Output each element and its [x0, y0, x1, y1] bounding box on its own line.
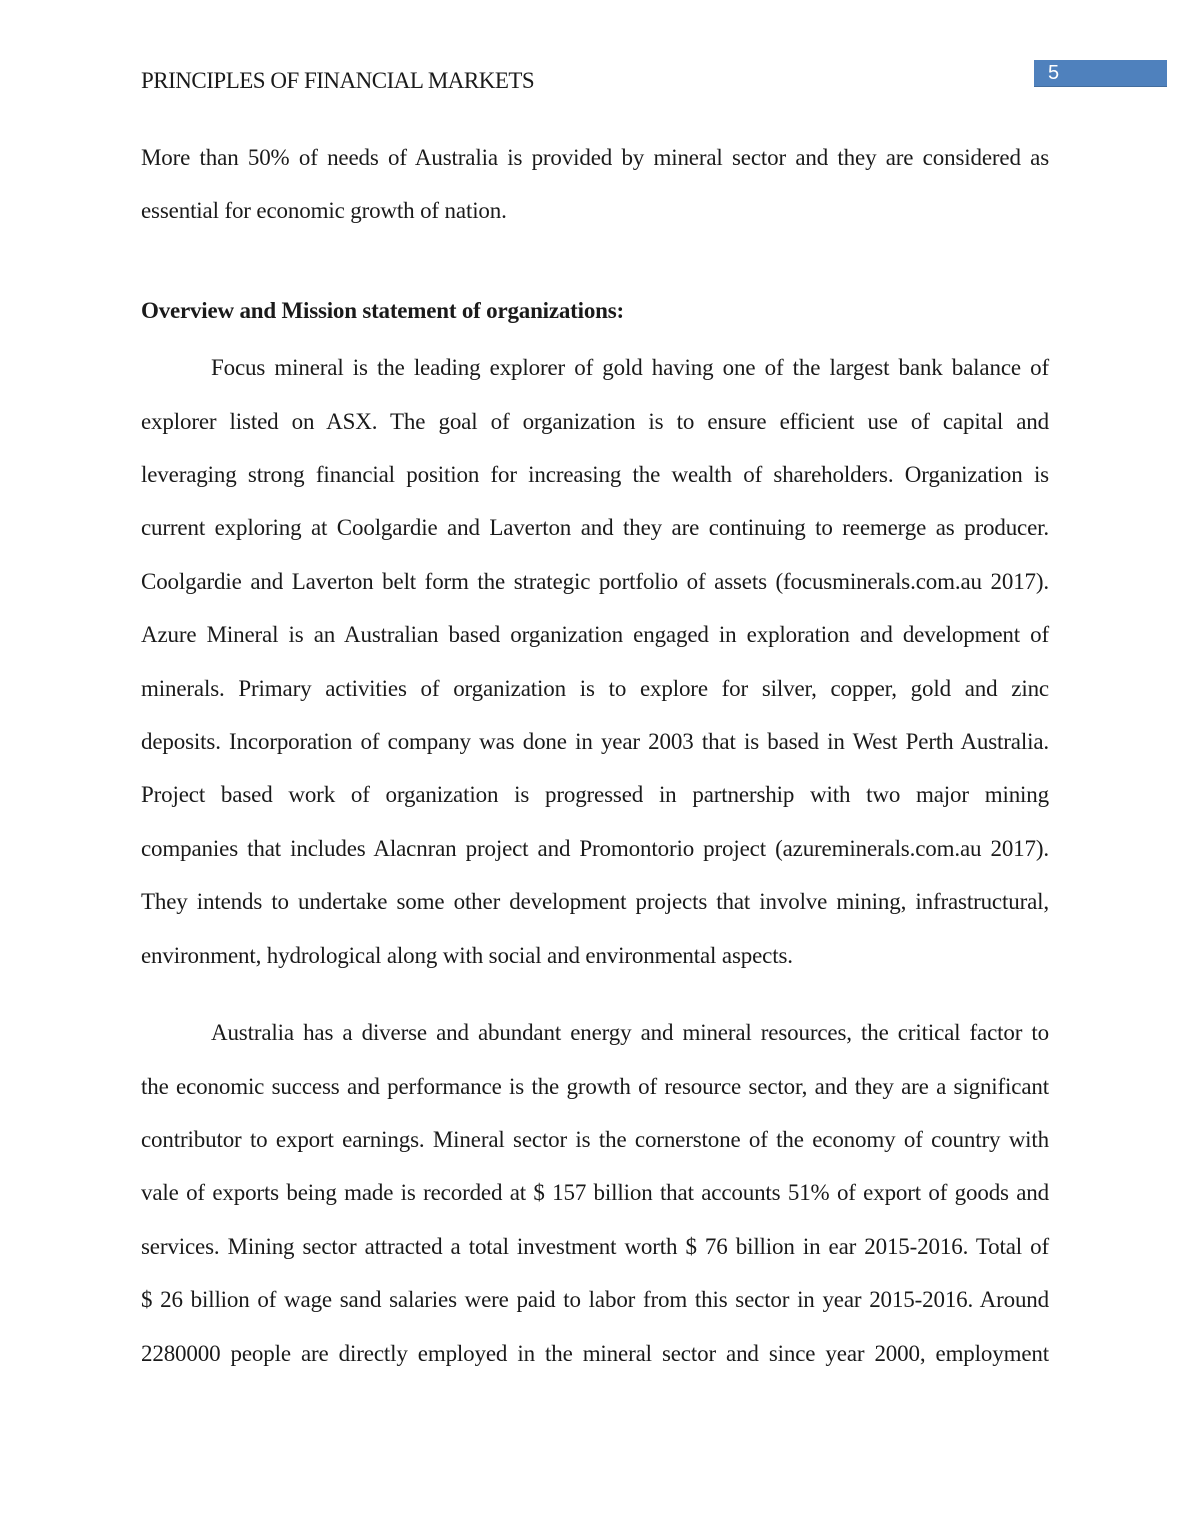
- text-line: Project based work of organization is progressed in partnership with two major mining: [141, 782, 1049, 808]
- section-heading: [141, 284, 1049, 337]
- text-line: They intends to undertake some other development projects that involve mining, infrastructural,: [141, 889, 1049, 915]
- text-line: 2280000 people are directly employed in the mineral sector and since year 2000, employment: [141, 1340, 1049, 1366]
- document-title: PRINCIPLES OF FINANCIAL MARKETS: [141, 68, 535, 93]
- text-line: the economic success and performance is the growth of resource sector, and they are a significant: [141, 1073, 1049, 1099]
- text-line: leveraging strong financial position for increasing the wealth of shareholders. Organization is: [141, 462, 1049, 488]
- text-line: explorer listed on ASX. The goal of organization is to ensure efficient use of capital and: [141, 408, 1049, 434]
- paragraph: [141, 341, 1049, 982]
- text-line: Overview and Mission statement of organizations:: [141, 297, 624, 323]
- text-line: contributor to export earnings. Mineral sector is the cornerstone of the economy of country with: [141, 1126, 1049, 1152]
- text-line: current exploring at Coolgardie and Laverton and they are continuing to reemerge as producer.: [141, 515, 1049, 541]
- page-number: 5: [1048, 62, 1060, 84]
- text-line: Coolgardie and Laverton belt form the strategic portfolio of assets (focusminerals.com.au 2017).: [141, 568, 1049, 594]
- content: [141, 131, 1049, 1380]
- page-number-badge: [1034, 60, 1167, 87]
- text-line: environment, hydrological along with social and environmental aspects.: [141, 942, 793, 968]
- text-line: More than 50% of needs of Australia is provided by mineral sector and they are considered as: [141, 145, 1049, 170]
- text-line: essential for economic growth of nation.: [141, 198, 507, 224]
- paragraph: [141, 1006, 1049, 1380]
- text-line: Azure Mineral is an Australian based organization engaged in exploration and development of: [141, 622, 1049, 648]
- text-line: Australia has a diverse and abundant energy and mineral resources, the critical factor to: [211, 1020, 1049, 1046]
- text-line: vale of exports being made is recorded at $ 157 billion that accounts 51% of export of goods and: [141, 1180, 1049, 1206]
- paragraph: [141, 131, 1049, 238]
- text-line: deposits. Incorporation of company was done in year 2003 that is based in West Perth Australia.: [141, 729, 1049, 755]
- text-line: services. Mining sector attracted a total investment worth $ 76 billion in ear 2015-2016. Total of: [141, 1233, 1049, 1259]
- text-line: minerals. Primary activities of organization is to explore for silver, copper, gold and zinc: [141, 675, 1049, 701]
- text-line: Focus mineral is the leading explorer of gold having one of the largest bank balance of: [211, 355, 1049, 381]
- text-line: $ 26 billion of wage sand salaries were paid to labor from this sector in year 2015-2016. Around: [141, 1287, 1049, 1313]
- text-line: companies that includes Alacnran project and Promontorio project (azureminerals.com.au 2017).: [141, 835, 1049, 861]
